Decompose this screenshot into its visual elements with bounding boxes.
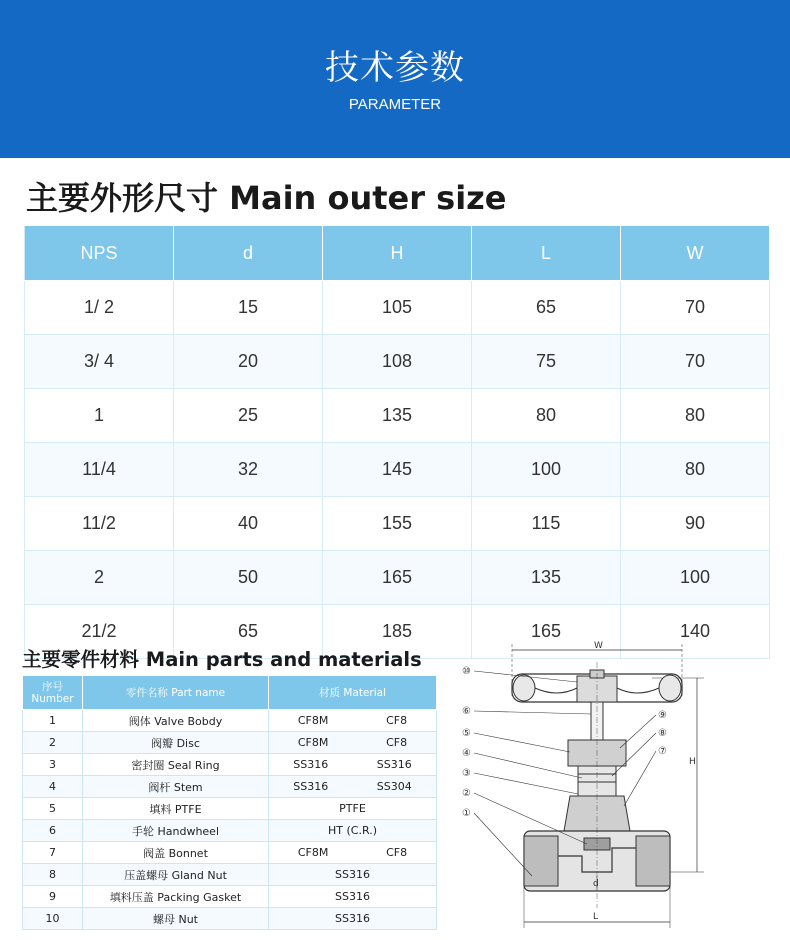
part-material <box>269 710 437 732</box>
material-a: CF8M <box>297 736 329 749</box>
dim-h-label: H <box>689 757 696 767</box>
table-row <box>23 864 437 886</box>
part-name: 密封圈 Seal Ring <box>83 754 269 776</box>
cell-nps: 2 <box>25 551 174 605</box>
cell-w: 80 <box>621 389 770 443</box>
table-row <box>23 732 437 754</box>
size-col-w: W <box>621 226 770 281</box>
cell-w: 140 <box>621 605 770 659</box>
cell-nps: 1/ 2 <box>25 281 174 335</box>
cell-h: 105 <box>323 281 472 335</box>
part-material: SS316 <box>269 864 437 886</box>
part-material <box>269 842 437 864</box>
parts-heading: 主要零件材料 Main parts and materials <box>22 648 422 671</box>
callout-8: ⑧ <box>658 728 667 739</box>
table-row <box>23 754 437 776</box>
parts-col-name: 零件名称 Part name <box>83 676 269 710</box>
cell-h: 108 <box>323 335 472 389</box>
material-a: CF8M <box>297 714 329 727</box>
cell-h: 135 <box>323 389 472 443</box>
table-row <box>23 776 437 798</box>
callout-1: ① <box>462 808 471 819</box>
part-number: 5 <box>23 798 83 820</box>
cell-h: 155 <box>323 497 472 551</box>
part-name: 压盖螺母 Gland Nut <box>83 864 269 886</box>
cell-w: 100 <box>621 551 770 605</box>
cell-l: 135 <box>472 551 621 605</box>
valve-diagram <box>452 636 782 936</box>
callout-2: ② <box>462 788 471 799</box>
callout-6: ⑥ <box>462 706 471 717</box>
table-row <box>25 497 770 551</box>
cell-nps: 11/4 <box>25 443 174 497</box>
material-a: CF8M <box>297 846 329 859</box>
part-material <box>269 776 437 798</box>
material-a: SS316 <box>293 780 329 793</box>
cell-h: 185 <box>323 605 472 659</box>
part-name: 阀体 Valve Bobdy <box>83 710 269 732</box>
table-row <box>25 281 770 335</box>
cell-w: 90 <box>621 497 770 551</box>
cell-l: 75 <box>472 335 621 389</box>
callout-4: ④ <box>462 748 471 759</box>
parts-table <box>22 675 437 930</box>
cell-l: 80 <box>472 389 621 443</box>
part-number: 2 <box>23 732 83 754</box>
table-row <box>25 443 770 497</box>
dim-l-label: L <box>593 912 599 922</box>
cell-d: 15 <box>174 281 323 335</box>
material-b: CF8 <box>386 736 408 749</box>
parts-col-material: 材质 Material <box>269 676 437 710</box>
table-row <box>23 842 437 864</box>
material-b: CF8 <box>386 846 408 859</box>
part-name: 阀杆 Stem <box>83 776 269 798</box>
callout-9: ⑨ <box>658 710 667 721</box>
cell-nps: 11/2 <box>25 497 174 551</box>
parts-col-number: 序号 Number <box>23 676 83 710</box>
part-number: 1 <box>23 710 83 732</box>
part-name: 螺母 Nut <box>83 908 269 930</box>
table-row <box>23 798 437 820</box>
material-b: CF8 <box>386 714 408 727</box>
callout-5: ⑤ <box>462 728 471 739</box>
cell-w: 80 <box>621 443 770 497</box>
banner-title: 技术参数 <box>325 48 465 88</box>
part-number: 4 <box>23 776 83 798</box>
part-name: 阀瓣 Disc <box>83 732 269 754</box>
header-banner <box>0 0 790 158</box>
part-number: 9 <box>23 886 83 908</box>
cell-l: 65 <box>472 281 621 335</box>
table-row <box>25 335 770 389</box>
table-row <box>23 908 437 930</box>
part-material: SS316 <box>269 908 437 930</box>
callout-10: ⑩ <box>462 666 471 677</box>
cell-h: 165 <box>323 551 472 605</box>
part-name: 手轮 Handwheel <box>83 820 269 842</box>
part-material: PTFE <box>269 798 437 820</box>
cell-d: 40 <box>174 497 323 551</box>
part-number: 8 <box>23 864 83 886</box>
cell-w: 70 <box>621 335 770 389</box>
size-col-d: d <box>174 226 323 281</box>
material-b: SS304 <box>376 780 412 793</box>
size-heading: 主要外形尺寸 Main outer size <box>26 179 507 217</box>
banner-subtitle: PARAMETER <box>348 96 442 113</box>
table-row <box>25 389 770 443</box>
table-row <box>23 820 437 842</box>
size-col-l: L <box>472 226 621 281</box>
size-table <box>24 225 770 659</box>
part-material: HT (C.R.) <box>269 820 437 842</box>
parts-header-row <box>23 676 437 710</box>
table-row <box>23 886 437 908</box>
callout-3: ③ <box>462 768 471 779</box>
cell-nps: 3/ 4 <box>25 335 174 389</box>
material-b: SS316 <box>376 758 412 771</box>
cell-w: 70 <box>621 281 770 335</box>
table-row <box>25 551 770 605</box>
part-name: 填料压盖 Packing Gasket <box>83 886 269 908</box>
part-number: 7 <box>23 842 83 864</box>
material-a: SS316 <box>293 758 329 771</box>
callout-7: ⑦ <box>658 746 667 757</box>
cell-d: 65 <box>174 605 323 659</box>
cell-l: 165 <box>472 605 621 659</box>
cell-l: 100 <box>472 443 621 497</box>
part-name: 阀盖 Bonnet <box>83 842 269 864</box>
part-material <box>269 732 437 754</box>
cell-d: 32 <box>174 443 323 497</box>
cell-nps: 1 <box>25 389 174 443</box>
table-row <box>23 710 437 732</box>
cell-l: 115 <box>472 497 621 551</box>
dim-d-label: d <box>593 879 599 889</box>
cell-d: 20 <box>174 335 323 389</box>
part-name: 填料 PTFE <box>83 798 269 820</box>
size-header-row <box>25 226 770 281</box>
part-material <box>269 754 437 776</box>
cell-d: 25 <box>174 389 323 443</box>
part-material: SS316 <box>269 886 437 908</box>
cell-h: 145 <box>323 443 472 497</box>
part-number: 3 <box>23 754 83 776</box>
part-number: 10 <box>23 908 83 930</box>
cell-nps: 21/2 <box>25 605 174 659</box>
size-col-h: H <box>323 226 472 281</box>
dim-w-label: W <box>594 641 603 651</box>
size-col-nps: NPS <box>25 226 174 281</box>
cell-d: 50 <box>174 551 323 605</box>
part-number: 6 <box>23 820 83 842</box>
